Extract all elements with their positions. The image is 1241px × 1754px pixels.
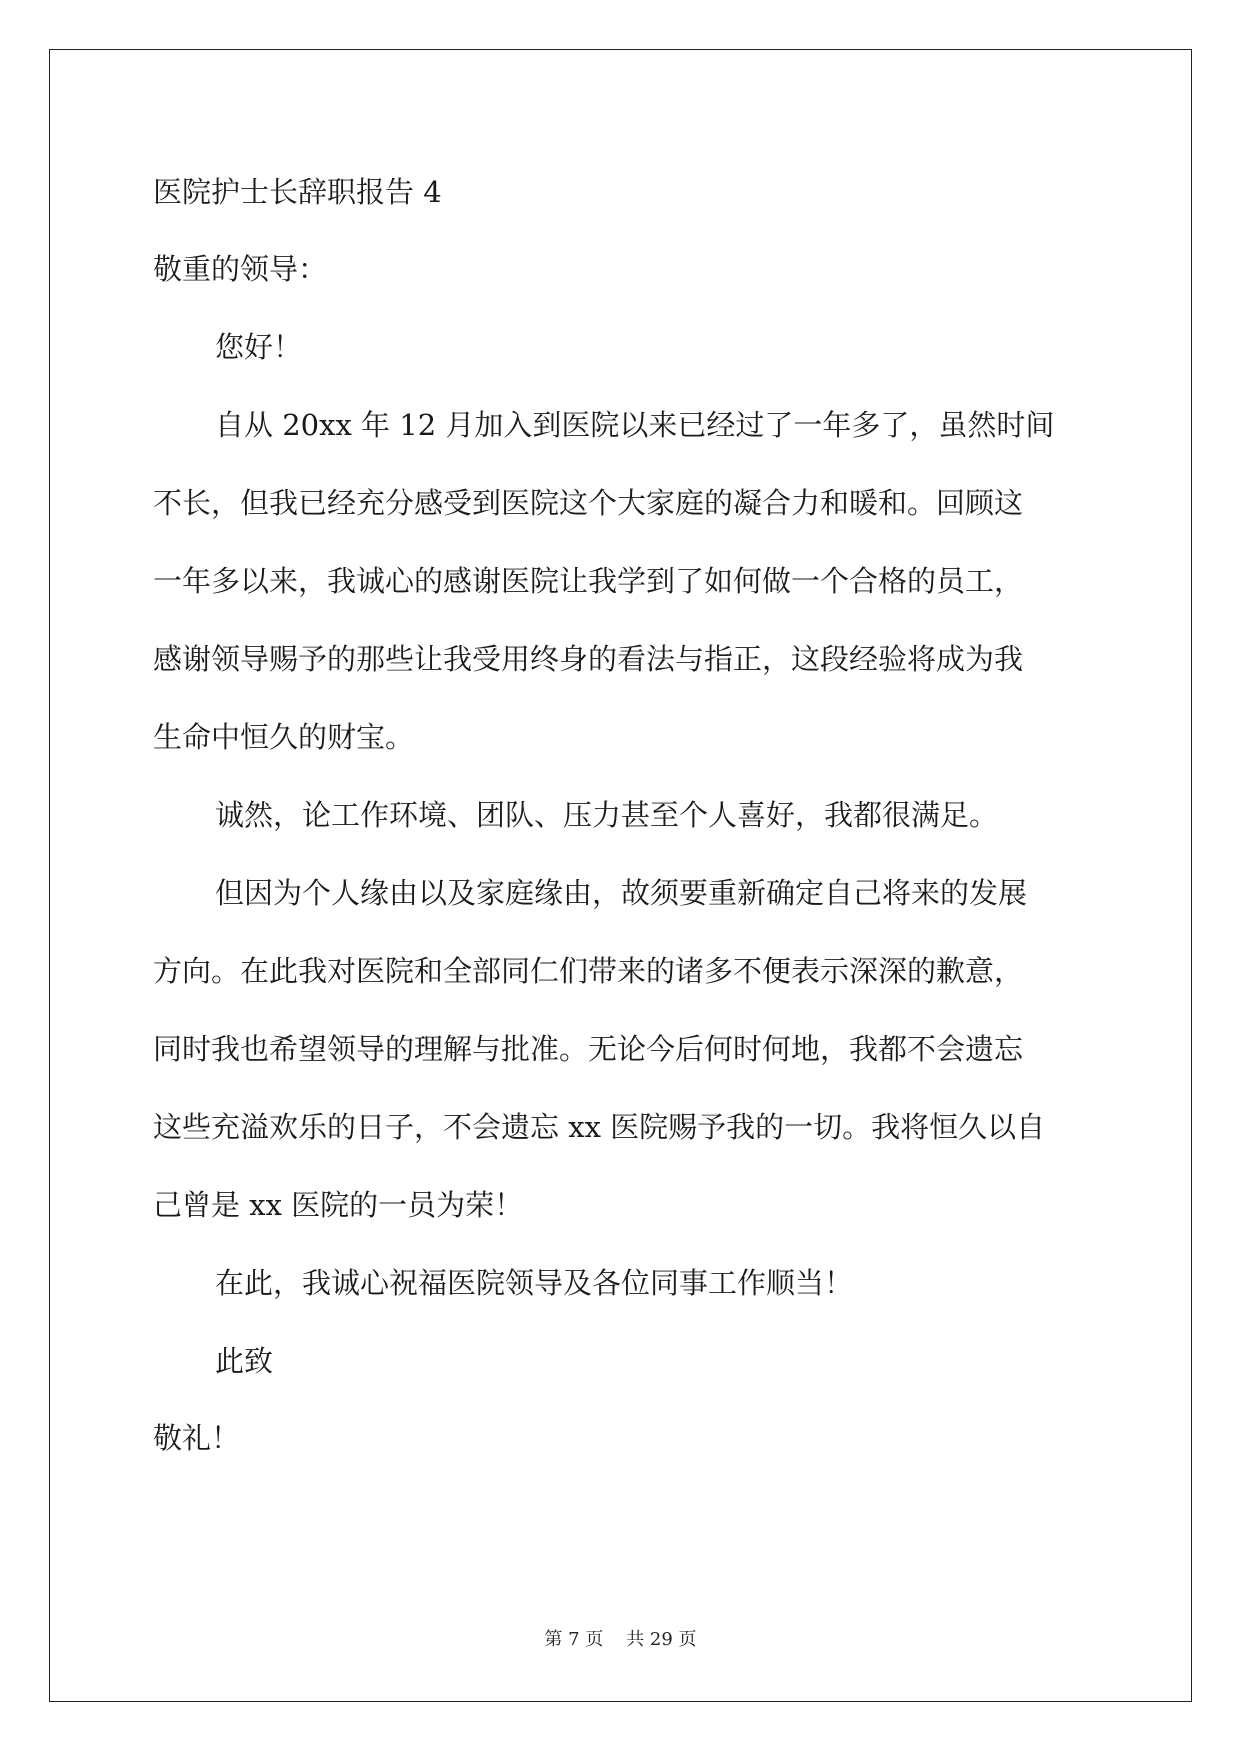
closing: 敬礼！ <box>153 1421 241 1455</box>
body-line: 但因为个人缘由以及家庭缘由，故须要重新确定自己将来的发展 <box>215 876 1028 910</box>
body-line: 诚然，论工作环境、团队、压力甚至个人喜好，我都很满足。 <box>215 798 999 832</box>
body-line: 感谢领导赐予的那些让我受用终身的看法与指正，这段经验将成为我 <box>153 642 1024 676</box>
body-line: 这些充溢欢乐的日子，不会遗忘 xx 医院赐予我的一切。我将恒久以自 <box>153 1110 1046 1144</box>
document-title: 医院护士长辞职报告 4 <box>153 175 442 209</box>
body-line: 方向。在此我对医院和全部同仁们带来的诸多不便表示深深的歉意， <box>153 954 1024 988</box>
page-footer <box>0 1625 1241 1651</box>
page-number: 第 7 页 共 29 页 <box>544 1629 697 1650</box>
body-line: 此致 <box>215 1344 274 1378</box>
body-line: 自从 20xx 年 12 月加入到医院以来已经过了一年多了，虽然时间 <box>215 408 1055 442</box>
salutation: 敬重的领导： <box>153 252 328 286</box>
body-line: 一年多以来，我诚心的感谢医院让我学到了如何做一个合格的员工， <box>153 564 1024 598</box>
body-line: 同时我也希望领导的理解与批准。无论今后何时何地，我都不会遗忘 <box>153 1032 1024 1066</box>
body-line: 不长，但我已经充分感受到医院这个大家庭的凝合力和暖和。回顾这 <box>153 486 1024 520</box>
body-line: 在此，我诚心祝福医院领导及各位同事工作顺当！ <box>215 1266 854 1300</box>
greeting: 您好！ <box>215 330 303 364</box>
body-line: 己曾是 xx 医院的一员为荣！ <box>153 1188 524 1222</box>
body-line: 生命中恒久的财宝。 <box>153 720 415 754</box>
